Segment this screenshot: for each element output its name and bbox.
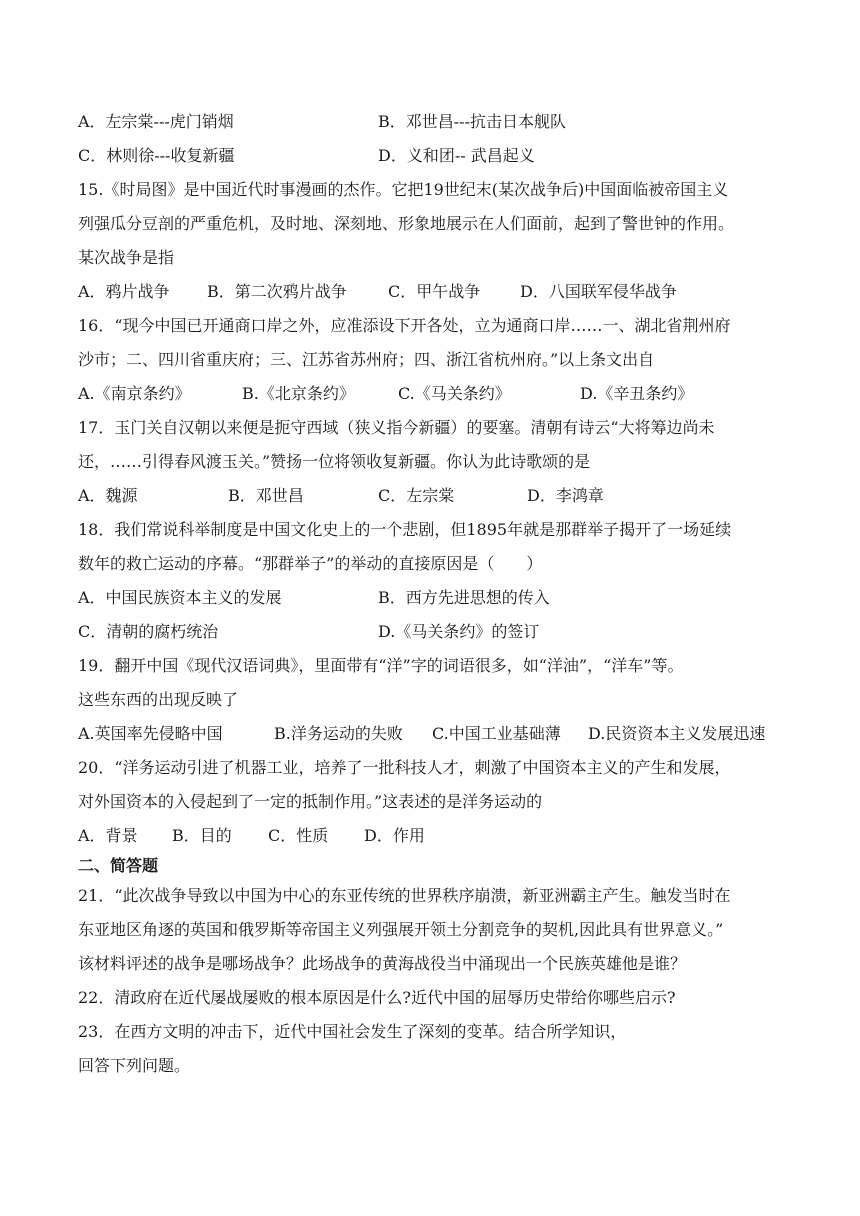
q20-stem-line-2: 对外国资本的入侵起到了一定的抵制作用。”这表述的是洋务运动的 (78, 792, 543, 811)
q18-stem-line-1: 18．我们常说科举制度是中国文化史上的一个悲剧，但1895年就是那群举子揭开了一场延续 (78, 520, 732, 539)
q18-option-d: D.《马关条约》的签订 (378, 622, 540, 641)
q23-stem-line-2: 回答下列问题。 (78, 1056, 191, 1075)
q16-option-c: C.《马关条约》 (398, 384, 511, 403)
q15-stem-line-3: 某次战争是指 (78, 248, 175, 267)
q16-option-d: D.《辛丑条约》 (580, 384, 694, 403)
q15-option-b: B．第二次鸦片战争 (207, 282, 347, 301)
q21-stem-line-1: 21．“此次战争导致以中国为中心的东亚传统的世界秩序崩溃，新亚洲霸主产生。触发当时在 (78, 886, 731, 905)
q17-option-b: B．邓世昌 (228, 486, 304, 505)
q19-option-b: B.洋务运动的失败 (274, 724, 403, 743)
q17-option-a: A．魏源 (78, 486, 138, 505)
q19-option-c: C.中国工业基础薄 (432, 724, 561, 743)
q14-option-d: D．义和团-- 武昌起义 (378, 146, 535, 165)
q18-option-a: A．中国民族资本主义的发展 (78, 588, 282, 607)
q17-stem-line-1: 17．玉门关自汉朝以来便是扼守西域（狭义指今新疆）的要塞。清朝有诗云“大将筹边尚未 (78, 418, 715, 437)
q20-option-c: C．性质 (268, 826, 329, 845)
q16-stem-line-1: 16．“现今中国已开通商口岸之外，应准添设下开各处，立为通商口岸……一、湖北省荆州府 (78, 316, 731, 335)
q15-stem-line-2: 列强瓜分豆剖的严重危机，及时地、深刻地、形象地展示在人们面前，起到了警世钟的作用。 (78, 214, 735, 233)
q18-stem-line-2: 数年的救亡运动的序幕。“那群举子”的举动的直接原因是（ ） (78, 554, 543, 573)
q23-stem-line-1: 23．在西方文明的冲击下，近代中国社会发生了深刻的变革。结合所学知识， (78, 1022, 627, 1041)
q14-option-b: B．邓世昌---抗击日本舰队 (378, 112, 566, 131)
q20-option-a: A．背景 (78, 826, 138, 845)
q21-stem-line-3: 该材料评述的战争是哪场战争？此场战争的黄海战役当中涌现出一个民族英雄他是谁？ (78, 954, 687, 973)
q16-option-b: B.《北京条约》 (242, 384, 355, 403)
q14-option-c: C．林则徐---收复新疆 (78, 146, 235, 165)
q17-option-c: C．左宗棠 (378, 486, 455, 505)
q15-option-a: A．鸦片战争 (78, 282, 170, 301)
q17-option-d: D．李鸿章 (527, 486, 604, 505)
q21-stem-line-2: 东亚地区角逐的英国和俄罗斯等帝国主义列强展开领土分割竞争的契机,因此具有世界意义。” (78, 920, 724, 939)
q15-stem-line-1: 15.《时局图》是中国近代时事漫画的杰作。它把19世纪末(某次战争后)中国面临被帝国主义 (78, 180, 729, 199)
q18-option-c: C．清朝的腐朽统治 (78, 622, 219, 641)
q16-stem-line-2: 沙市；二、四川省重庆府；三、江苏省苏州府；四、浙江省杭州府。”以上条文出自 (78, 350, 655, 369)
q19-option-d: D.民资资本主义发展迅速 (588, 724, 766, 743)
q16-option-a: A.《南京条约》 (78, 384, 191, 403)
q20-stem-line-1: 20．“洋务运动引进了机器工业，培养了一批科技人才，刺激了中国资本主义的产生和发展， (78, 758, 731, 777)
q14-option-a: A．左宗棠---虎门销烟 (78, 112, 234, 131)
q20-option-d: D．作用 (364, 826, 425, 845)
q19-stem-line-1: 19．翻开中国《现代汉语词典》，里面带有“洋”字的词语很多，如“洋油”，“洋车”等。 (78, 656, 684, 675)
q18-option-b: B．西方先进思想的传入 (378, 588, 550, 607)
q17-stem-line-2: 还，……引得春风渡玉关。”赞扬一位将领收复新疆。你认为此诗歌颂的是 (78, 452, 591, 471)
q19-stem-line-2: 这些东西的出现反映了 (78, 690, 239, 709)
q19-option-a: A.英国率先侵略中国 (78, 724, 223, 743)
q15-option-d: D．八国联军侵华战争 (520, 282, 677, 301)
q20-option-b: B．目的 (172, 826, 232, 845)
q15-option-c: C．甲午战争 (388, 282, 481, 301)
section-heading-short-answer: 二、简答题 (78, 856, 159, 875)
q22-stem-line-1: 22．清政府在近代屡战屡败的根本原因是什么?近代中国的屈辱历史带给你哪些启示? (78, 988, 676, 1007)
